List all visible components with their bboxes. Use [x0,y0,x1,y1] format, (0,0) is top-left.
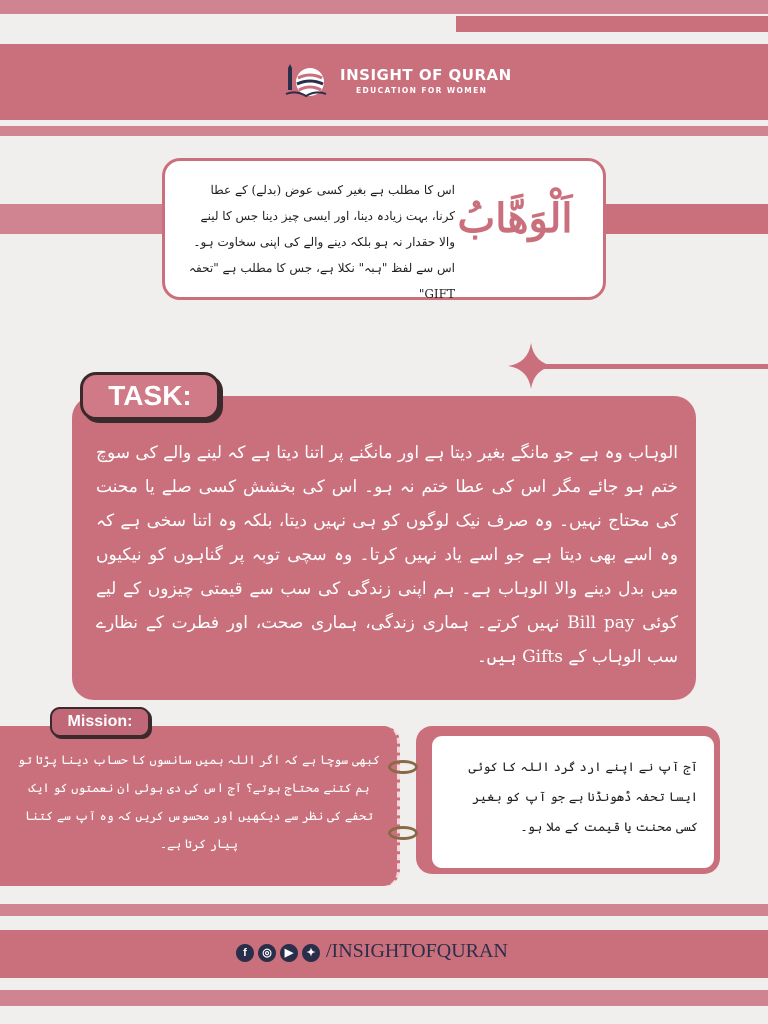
footer-bottom-stripe [0,990,768,1006]
header-underline [0,126,768,136]
quran-pen-globe-logo-icon [282,64,330,100]
instagram-icon[interactable]: ◎ [258,944,276,962]
brand-logo [282,62,512,104]
facebook-icon[interactable]: f [236,944,254,962]
twitter-icon[interactable]: ✦ [302,944,320,962]
brand-name: INSIGHT OF QURAN [340,66,512,84]
binder-ring-icon [388,760,418,774]
divine-name-title: اَلْوَهَّابُ [457,195,573,242]
top-stripe [0,0,768,14]
mission-action-text: آج آپ نے اپنے ارد گرد اللہ کا کوئی ایسا تحفہ ڈھونڈنا ہے جو آپ کو بغیر کسی محنت یا قیمت کے ملا ہو۔ [468,759,698,834]
mission-label: Mission: [50,707,150,737]
binder-ring-icon [388,826,418,840]
task-label: TASK: [80,372,220,420]
divine-name-card [162,158,606,300]
brand-tagline: EDUCATION FOR WOMEN [356,86,488,95]
social-handle[interactable]: /INSIGHTOFQURAN [326,940,508,962]
footer-top-stripe [0,904,768,916]
social-icons [236,944,320,964]
name-meaning: اس کا مطلب ہے بغیر کسی عوض (بدلے) کے عطا کرنا، بہت زیادہ دینا، اور ایسی چیز دینا جس کا لینے والا حقدار نہ ہو بلکہ دینے والے کی اپنی سخاوت ہو۔ اس سے لفظ "ہبہ" نکلا ہے، جس کا مطلب ہے "تحفہ GIFT" [189,183,455,301]
sparkle-line [520,364,768,369]
youtube-icon[interactable]: ▶ [280,944,298,962]
top-right-strip [456,16,768,32]
sparkle-icon [508,343,554,389]
task-text: الوہاب وہ ہے جو مانگے بغیر دیتا ہے اور مانگنے پر اتنا دیتا ہے کہ لینے والے کی سوچ ختم ہو جائے مگر اس کی عطا ختم نہ ہو۔ اس کی بخشش کسی صلے یا محنت کی محتاج نہیں۔ وہ صرف نیک لوگوں کو ہی نہیں دیتا، بلکہ وہ اتنا سخی ہے کہ وہ اسے بھی دیتا ہے جو اسے یاد نہیں کرتا۔ وہ سچی توبہ پر گناہوں کو نیکیوں میں بدل دینے والا الوہاب ہے۔ ہم اپنی زندگی کی سب سے قیمتی چیزوں کے لیے کوئی Bill pay نہیں کرتے۔ ہماری زندگی، ہماری صحت، اور فطرت کے نظارے سب الوہاب کے Gifts ہیں۔ [96,443,678,667]
mission-reflection-text: کبھی سوچا ہے کہ اگر اللہ ہمیں سانسوں کا حساب دینا پڑتا تو ہم کتنے محتاج ہوتے؟ آج اس کی دی ہوئی ان نعمتوں کو ایک تحفے کی نظر سے دیکھیں اور محسوس کریں کہ وہ آپ سے کتنا پیار کرتا ہے۔ [17,753,381,851]
